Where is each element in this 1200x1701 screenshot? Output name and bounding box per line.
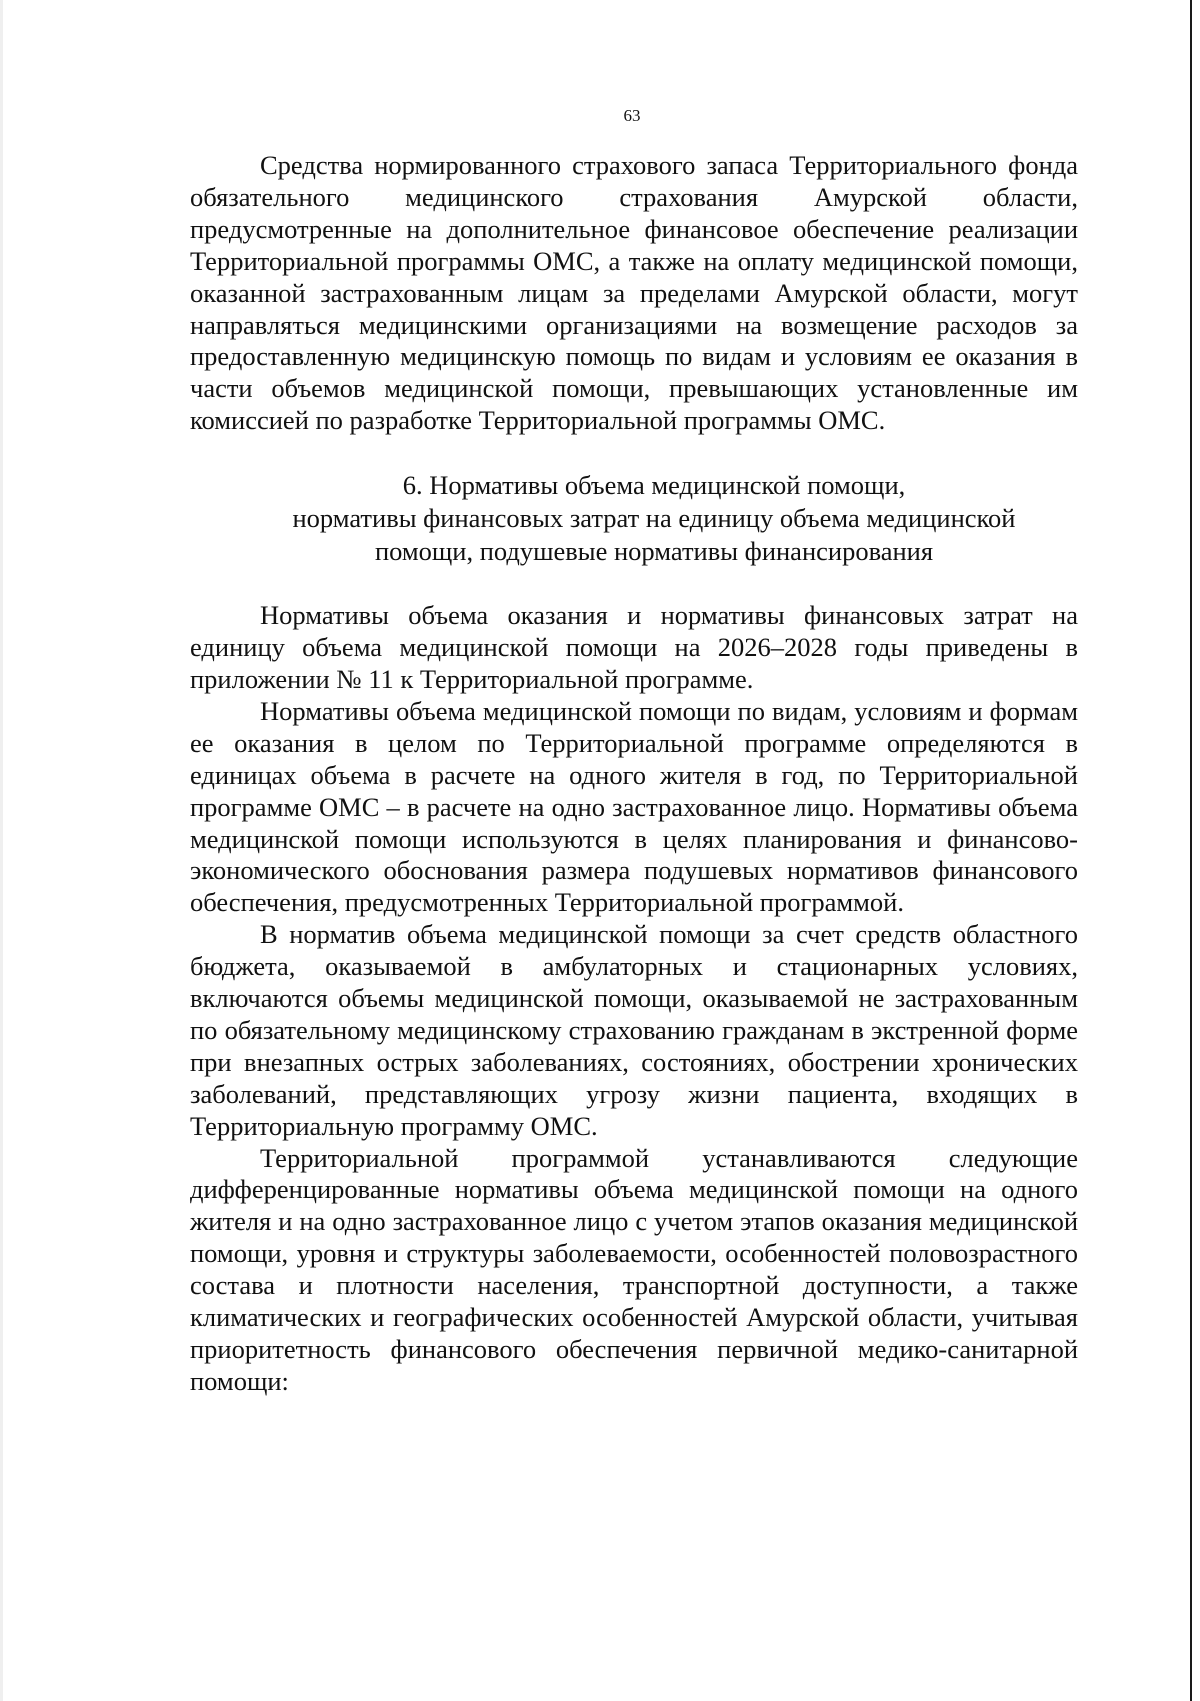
paragraph-regional-budget: В норматив объема медицинской помощи за счет средств областного бюджета, оказываемой в амбулаторных и стационарных условиях, включаются объемы медицинской помощи, оказываемой не застрахованным по обязательному медицинскому страхованию гражданам в экстренной форме при внезапных острых заболеваниях, состояниях, обострении хронических заболеваний, представляющих угрозу жизни пациента, входящих в Территориальную программу ОМС. — [190, 919, 1078, 1141]
document-body — [190, 150, 1078, 1398]
paragraph-volume-standards: Нормативы объема оказания и нормативы финансовых затрат на единицу объема медицинской помощи на 2026–2028 годы приведены в приложении № 11 к Территориальной программе. — [190, 600, 1078, 694]
section-heading-line-2: нормативы финансовых затрат на единицу объема медицинской — [292, 503, 1016, 534]
scan-edge-right — [1190, 0, 1192, 1701]
paragraph-standards-definition: Нормативы объема медицинской помощи по видам, условиям и формам ее оказания в целом по Территориальной программе определяются в единицах объема в расчете на одного жителя в год, по Территориальной программе ОМС – в расчете на одно застрахованное лицо. Нормативы объема медицинской помощи используются в целях планирования и финансово-экономического обоснования размера подушевых нормативов финансового обеспечения, предусмотренных Территориальной программой. — [190, 695, 1078, 918]
section-heading-line-1: 6. Нормативы объема медицинской помощи, — [402, 470, 906, 501]
section-heading-line-3: помощи, подушевые нормативы финансирования — [374, 536, 934, 567]
paragraph-differentiated-standards: Территориальной программой устанавливаются следующие дифференцированные нормативы объема медицинской помощи на одного жителя и на одно застрахованное лицо с учетом этапов оказания медицинской помощи, уровня и структуры заболеваемости, особенностей половозрастного состава и плотности населения, транспортной доступности, а также климатических и географических особенностей Амурской области, учитывая приоритетность финансового обеспечения первичной медико-санитарной помощи: — [190, 1142, 1078, 1396]
section-heading — [190, 469, 1078, 568]
scan-edge-left — [0, 0, 3, 1701]
page-number: 63 — [623, 106, 641, 125]
paragraph-insurance-reserve: Средства нормированного страхового запаса Территориального фонда обязательного медицинского страхования Амурской области, предусмотренные на дополнительное финансовое обеспечение реализации Территориальной программы ОМС, а также на оплату медицинской помощи, оказанной застрахованным лицам за пределами Амурской области, могут направляться медицинскими организациями на возмещение расходов за предоставленную медицинскую помощь по видам и условиям ее оказания в части объемов медицинской помощи, превышающих установленные им комиссией по разработке Территориальной программы ОМС. — [190, 150, 1078, 436]
